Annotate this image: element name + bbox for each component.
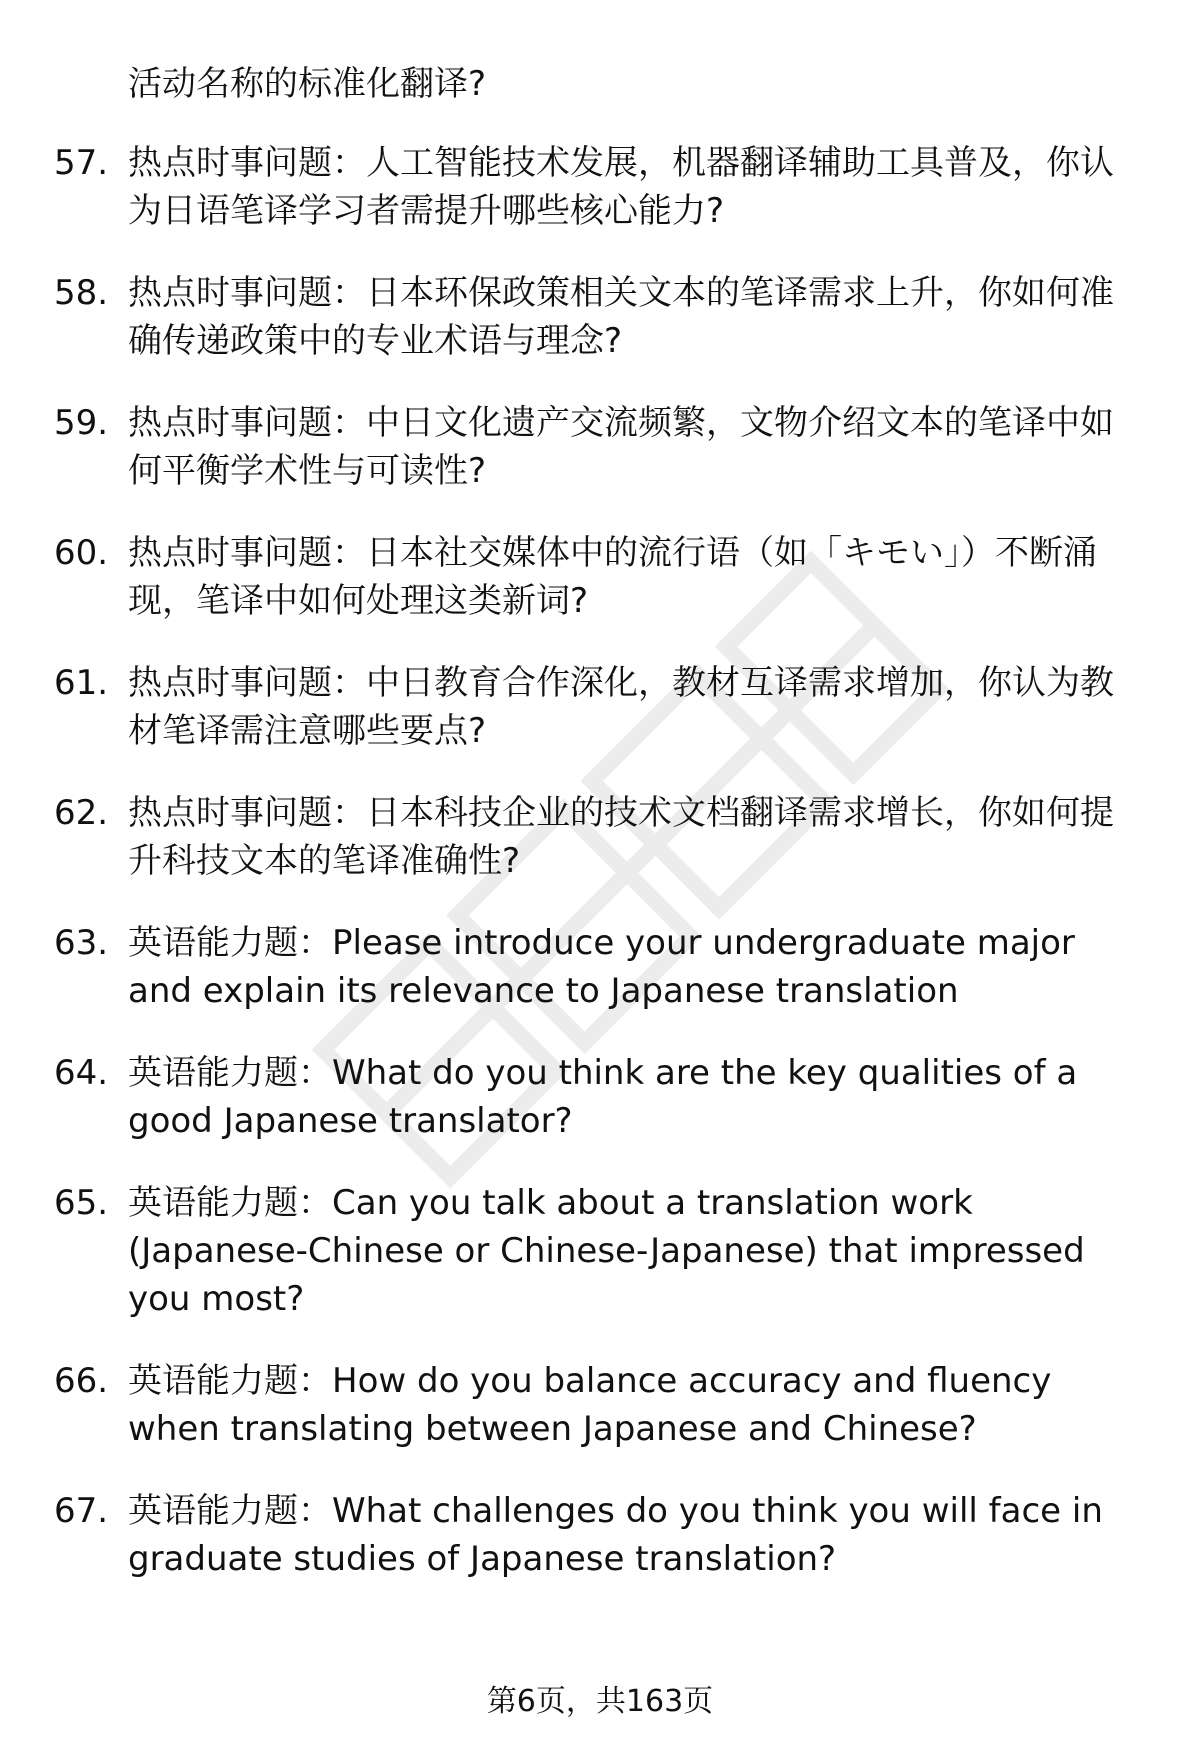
question-item xyxy=(0,919,1200,1015)
question-number: 60. xyxy=(54,533,109,573)
question-item xyxy=(0,529,1200,625)
question-number: 59. xyxy=(54,403,109,443)
question-number: 61. xyxy=(54,663,109,703)
question-number: 67. xyxy=(54,1491,109,1531)
question-item xyxy=(0,1487,1200,1583)
question-number: 65. xyxy=(54,1183,109,1223)
question-text: 英语能力题：What challenges do you think you will face in graduate studies of Japanese translation? xyxy=(128,1491,1103,1579)
question-number: 62. xyxy=(54,793,109,833)
question-number: 57. xyxy=(54,143,109,183)
question-number: 66. xyxy=(54,1361,109,1401)
question-text: 英语能力题：Please introduce your undergraduate major and explain its relevance to Japanese translation xyxy=(128,923,1075,1011)
question-text: 热点时事问题：人工智能技术发展，机器翻译辅助工具普及，你认为日语笔译学习者需提升哪些核心能力? xyxy=(128,143,1114,231)
question-item xyxy=(0,399,1200,495)
question-item xyxy=(0,659,1200,755)
question-text: 热点时事问题：日本社交媒体中的流行语（如「キモい」）不断涌现，笔译中如何处理这类新词? xyxy=(128,533,1097,621)
question-number: 63. xyxy=(54,923,109,963)
question-item xyxy=(0,789,1200,885)
question-text: 英语能力题：How do you balance accuracy and fluency when translating between Japanese and Chinese? xyxy=(128,1361,1052,1449)
question-list xyxy=(0,139,1200,1617)
question-text: 热点时事问题：日本环保政策相关文本的笔译需求上升，你如何准确传递政策中的专业术语与理念? xyxy=(128,273,1114,361)
question-text: 热点时事问题：日本科技企业的技术文档翻译需求增长，你如何提升科技文本的笔译准确性? xyxy=(128,793,1114,881)
question-item xyxy=(0,269,1200,365)
page-number-footer: 第6页，共163页 xyxy=(486,1684,714,1719)
continued-question-text: 活动名称的标准化翻译? xyxy=(128,64,487,104)
question-text: 英语能力题：What do you think are the key qualities of a good Japanese translator? xyxy=(128,1053,1078,1141)
question-item xyxy=(0,139,1200,235)
question-number: 58. xyxy=(54,273,109,313)
question-item xyxy=(0,1179,1200,1323)
question-number: 64. xyxy=(54,1053,109,1093)
question-item xyxy=(0,1357,1200,1453)
question-text: 热点时事问题：中日教育合作深化，教材互译需求增加，你认为教材笔译需注意哪些要点? xyxy=(128,663,1114,751)
question-text: 热点时事问题：中日文化遗产交流频繁，文物介绍文本的笔译中如何平衡学术性与可读性? xyxy=(128,403,1114,491)
question-item xyxy=(0,1049,1200,1145)
question-text: 英语能力题：Can you talk about a translation work (Japanese-Chinese or Chinese-Japanese) that impressed you most? xyxy=(128,1183,1085,1319)
